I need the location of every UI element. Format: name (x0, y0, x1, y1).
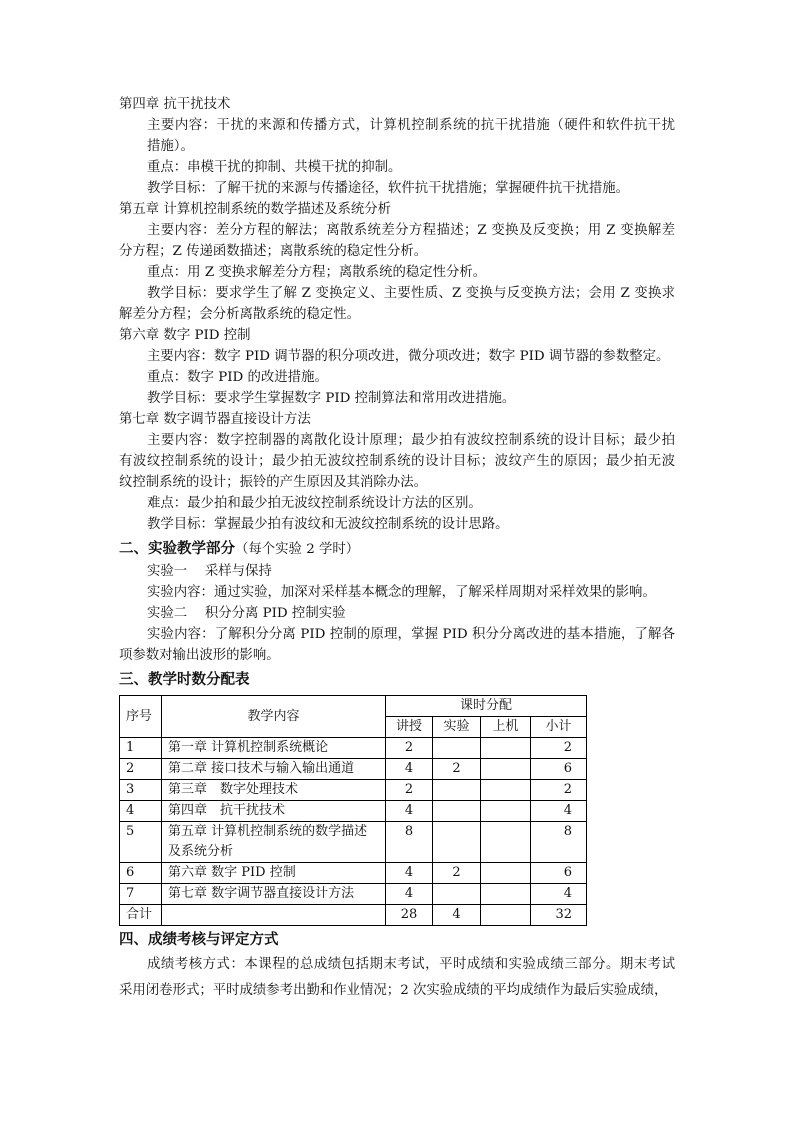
cell-computer (481, 863, 531, 884)
cell-lab: 2 (433, 863, 481, 884)
hours-allocation-table (119, 695, 587, 926)
cell-computer (481, 780, 531, 801)
cell-lab (433, 801, 481, 822)
paragraph (119, 582, 675, 603)
cell-content: 第六章 数字 PID 控制 (162, 863, 386, 884)
cell-total: 6 (531, 863, 587, 884)
table-row (120, 738, 587, 759)
cell-total: 32 (531, 905, 587, 926)
chapter-title: 第七章 数字调节器直接设计方法 (119, 412, 311, 427)
cell-total: 6 (531, 759, 587, 780)
paragraph (119, 346, 675, 367)
cell-lecture: 8 (386, 822, 433, 863)
cell-lab (433, 738, 481, 759)
paragraph-line: 重点：用 Z 变换求解差分方程；离散系统的稳定性分析。 (147, 265, 487, 280)
cell-lecture: 4 (386, 801, 433, 822)
paragraph-line: 实验二 积分分离 PID 控制实验 (147, 606, 346, 621)
cell-no: 5 (120, 822, 162, 863)
cell-lab (433, 780, 481, 801)
paragraph (119, 220, 675, 262)
cell-no: 2 (120, 759, 162, 780)
header-content: 教学内容 (162, 696, 386, 738)
cell-no: 6 (120, 863, 162, 884)
header-col: 小计 (531, 717, 587, 738)
paragraph-line: 实验内容：了解积分分离 PID 控制的原理，掌握 PID 积分分离改进的基本措施，了解各 (147, 627, 675, 642)
header-col: 上机 (481, 717, 531, 738)
paragraph-line: 主要内容：干扰的来源和传播方式，计算机控制系统的抗干扰措施（硬件和软件抗干扰 (147, 118, 675, 133)
table-row (120, 863, 587, 884)
paragraph (119, 624, 675, 666)
paragraph-line: 重点：数字 PID 的改进措施。 (147, 370, 328, 385)
section-heading (119, 535, 675, 561)
cell-total: 4 (531, 801, 587, 822)
paragraph-line: 采用闭卷形式；平时成绩参考出勤和作业情况；2 次实验成绩的平均成绩作为最后实验成绩， (119, 983, 668, 998)
paragraph-line: 教学目标：要求学生了解 Z 变换定义、主要性质、Z 变换与反变换方法；会用 Z 变换求 (147, 286, 675, 301)
cell-content: 第三章 数字处理技术 (162, 780, 386, 801)
paragraph-line: 分方程；Z 传递函数描述；离散系统的稳定性分析。 (119, 244, 428, 259)
section-heading-text: 四、成绩考核与评定方式 (119, 932, 279, 948)
cell-lab: 4 (433, 905, 481, 926)
cell-no: 合计 (120, 905, 162, 926)
cell-computer (481, 759, 531, 780)
paragraph (119, 493, 675, 514)
document-page (119, 94, 675, 1004)
cell-computer (481, 801, 531, 822)
paragraph (119, 283, 675, 325)
paragraph (119, 561, 675, 582)
paragraph-line: 教学目标：了解干扰的来源与传播途径，软件抗干扰措施；掌握硬件抗干扰措施。 (147, 181, 630, 196)
paragraph (119, 178, 675, 199)
cell-no: 3 (120, 780, 162, 801)
table-row (120, 780, 587, 801)
paragraph-line: 有波纹控制系统的设计；最少拍无波纹控制系统的设计目标；波纹产生的原因；最少拍无波 (119, 454, 675, 469)
cell-no: 7 (120, 884, 162, 905)
table-row (120, 801, 587, 822)
cell-total: 4 (531, 884, 587, 905)
paragraph (119, 514, 675, 535)
section-heading (119, 926, 675, 952)
table-row (120, 822, 587, 863)
paragraph-line: 教学目标：掌握最少拍有波纹和无波纹控制系统的设计思路。 (147, 517, 509, 532)
cell-content (162, 905, 386, 926)
cell-lecture: 2 (386, 738, 433, 759)
paragraph-line: 措施）。 (147, 139, 194, 154)
paragraph-line: 纹控制系统的设计；振铃的产生原因及其消除办法。 (119, 475, 427, 490)
paragraph-line: 实验一 采样与保持 (147, 564, 272, 579)
paragraph-line: 主要内容：数字控制器的离散化设计原理；最少拍有波纹控制系统的设计目标；最少拍 (147, 433, 675, 448)
table-row (120, 905, 587, 926)
cell-lab: 2 (433, 759, 481, 780)
paragraph (119, 115, 675, 157)
section-heading (119, 666, 675, 692)
cell-computer (481, 884, 531, 905)
cell-total: 2 (531, 738, 587, 759)
cell-computer (481, 822, 531, 863)
cell-computer (481, 905, 531, 926)
paragraph-line: 主要内容：数字 PID 调节器的积分项改进，微分项改进；数字 PID 调节器的参数整定。 (147, 349, 670, 364)
header-col: 实验 (433, 717, 481, 738)
paragraph (119, 430, 675, 493)
table-header-row (120, 696, 587, 717)
cell-lecture: 2 (386, 780, 433, 801)
cell-lab (433, 884, 481, 905)
paragraph-line: 实验内容：通过实验，加深对采样基本概念的理解，了解采样周期对采样效果的影响。 (147, 585, 656, 600)
cell-content: 第二章 接口技术与输入输出通道 (162, 759, 386, 780)
table-row (120, 884, 587, 905)
paragraph (119, 388, 675, 409)
paragraph-line: 教学目标：要求学生掌握数字 PID 控制算法和常用改进措施。 (147, 391, 516, 406)
paragraph (119, 157, 675, 178)
cell-lecture: 28 (386, 905, 433, 926)
section-heading-note: （每个实验 2 学时） (235, 542, 360, 557)
paragraph-line: 项参数对输出波形的影响。 (119, 648, 280, 663)
cell-no: 1 (120, 738, 162, 759)
cell-lecture: 4 (386, 884, 433, 905)
cell-content: 第四章 抗干扰技术 (162, 801, 386, 822)
header-no: 序号 (120, 696, 162, 738)
cell-content: 第七章 数字调节器直接设计方法 (162, 884, 386, 905)
cell-lecture: 4 (386, 863, 433, 884)
paragraph-line: 重点：串模干扰的抑制、共模干扰的抑制。 (147, 160, 402, 175)
paragraph (119, 262, 675, 283)
cell-computer (481, 738, 531, 759)
chapter-title: 第六章 数字 PID 控制 (119, 328, 251, 343)
paragraph-line: 成绩考核方式：本课程的总成绩包括期末考试，平时成绩和实验成绩三部分。期末考试 (147, 957, 675, 972)
paragraph-line: 难点：最少拍和最少拍无波纹控制系统设计方法的区别。 (147, 496, 482, 511)
cell-lecture: 4 (386, 759, 433, 780)
cell-content: 第一章 计算机控制系统概论 (162, 738, 386, 759)
cell-no: 4 (120, 801, 162, 822)
cell-content: 第五章 计算机控制系统的数学描述及系统分析 (162, 822, 386, 863)
header-hours-group: 课时分配 (386, 696, 587, 717)
cell-lab (433, 822, 481, 863)
paragraph-line: 主要内容：差分方程的解法；离散系统差分方程描述；Z 变换及反变换；用 Z 变换解差 (147, 223, 676, 238)
chapter-title: 第四章 抗干扰技术 (119, 97, 231, 112)
paragraph (119, 603, 675, 624)
table-row (120, 759, 587, 780)
paragraph (119, 367, 675, 388)
paragraph-line: 解差分方程；会分析离散系统的稳定性。 (119, 307, 361, 322)
section-heading-text: 三、教学时数分配表 (119, 672, 250, 688)
paragraph (119, 952, 675, 1004)
cell-total: 2 (531, 780, 587, 801)
header-col: 讲授 (386, 717, 433, 738)
section-heading-text: 二、实验教学部分 (119, 541, 235, 557)
chapter-title: 第五章 计算机控制系统的数学描述及系统分析 (119, 202, 392, 217)
cell-total: 8 (531, 822, 587, 863)
